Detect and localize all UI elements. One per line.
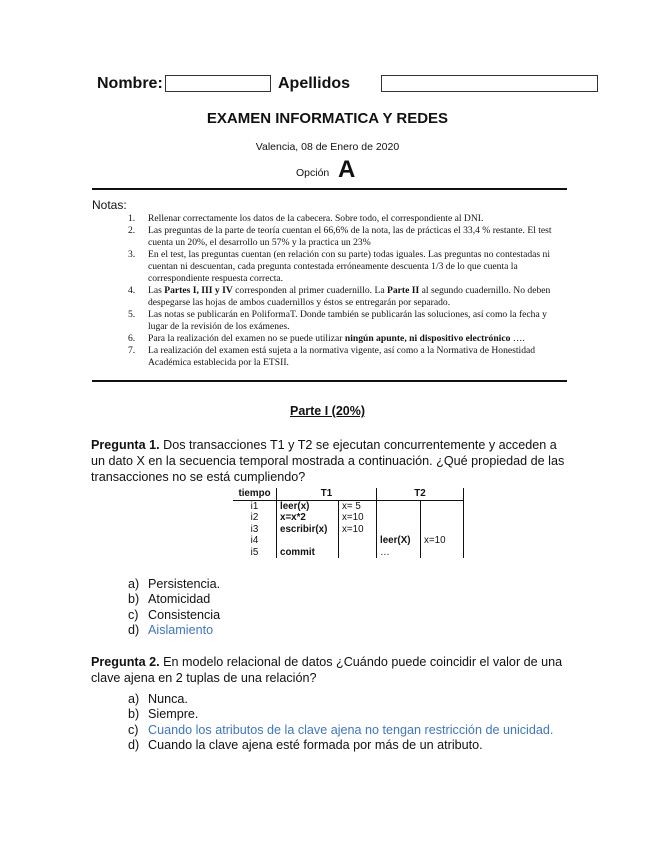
note-item <box>128 345 568 369</box>
answer-letter: a) <box>128 577 140 591</box>
header-t1: T1 <box>277 488 377 500</box>
answer-option[interactable] <box>128 577 220 592</box>
cell-t2-val <box>421 547 464 559</box>
note-text: Las preguntas de la parte de teoría cuentan el 66,6% de la nota, las de prácticas el 33,4 % restante. El test cuenta un 20%, el desarrollo un 57% y la practica un 23% <box>148 225 552 248</box>
apellidos-field[interactable] <box>381 75 598 92</box>
note-number: 3. <box>128 249 136 260</box>
cell-time: i1 <box>233 500 277 512</box>
cell-t2-op <box>377 500 421 512</box>
exam-date: Valencia, 08 de Enero de 2020 <box>255 141 400 153</box>
table-row <box>233 524 464 536</box>
answer-option[interactable] <box>128 738 578 753</box>
table-row <box>233 512 464 524</box>
note-text-part: corresponden al primer cuadernillo. La <box>232 285 388 296</box>
cell-t2-op <box>377 512 421 524</box>
answer-text: Persistencia. <box>148 577 221 591</box>
note-number: 6. <box>128 333 136 344</box>
notes-title: Notas: <box>92 198 127 212</box>
cell-t2-val: x=10 <box>421 535 464 547</box>
table-header-row <box>233 488 464 500</box>
cell-t2-op: leer(X) <box>377 535 421 547</box>
answer-text: Aislamiento <box>148 622 214 637</box>
note-text-part: Las <box>148 285 165 296</box>
note-item <box>128 225 568 249</box>
question-1 <box>91 437 571 485</box>
note-text-part: …. <box>510 333 525 344</box>
cell-time: i3 <box>233 524 277 536</box>
answer-text: Nunca. <box>148 692 188 706</box>
answers-q1 <box>128 577 220 638</box>
answer-letter: c) <box>128 607 139 622</box>
question-label: Pregunta 1. <box>91 438 160 452</box>
answer-text: Consistencia <box>148 607 221 622</box>
answer-text: Cuando los atributos de la clave ajena no tengan restricción de unicidad. <box>148 722 554 737</box>
cell-t1-op: escribir(x) <box>277 524 339 536</box>
cell-t1-val <box>339 535 377 547</box>
nombre-label: Nombre: <box>97 75 163 92</box>
part-title: Parte I (20%) <box>289 404 366 418</box>
cell-t1-op <box>277 535 339 547</box>
note-item <box>128 249 568 285</box>
option-letter: A <box>338 156 356 183</box>
notes-list <box>128 213 568 369</box>
note-number: 5. <box>128 309 136 320</box>
cell-t1-val: x= 5 <box>339 500 377 512</box>
answer-option[interactable] <box>128 692 578 707</box>
nombre-field[interactable] <box>165 75 271 92</box>
cell-time: i4 <box>233 535 277 547</box>
note-text-part: al segundo cuadernillo. No deben despegarse las hojas de ambos cuadernillos y éstos se entregarán por separado. <box>148 285 551 308</box>
question-label: Pregunta 2. <box>91 655 160 669</box>
cell-t1-val: x=10 <box>339 512 377 524</box>
cell-t2-op <box>377 524 421 536</box>
cell-t1-val <box>339 547 377 559</box>
header-t2: T2 <box>377 488 464 500</box>
cell-t1-op: leer(x) <box>277 500 339 512</box>
note-item <box>128 213 568 225</box>
question-text: En modelo relacional de datos ¿Cuándo puede coincidir el valor de una clave ajena en 2 tuplas de una relación? <box>91 655 563 685</box>
note-text-part: Para la realización del examen no se puede utilizar <box>148 333 345 344</box>
cell-t1-val: x=10 <box>339 524 377 536</box>
answer-option[interactable] <box>128 707 578 722</box>
note-number: 1. <box>128 213 136 224</box>
schedule-table <box>233 488 464 558</box>
note-text: La realización del examen está sujeta a la normativa vigente, así como a la Normativa de Honestidad Académica establecida por la ETSII. <box>148 345 536 368</box>
answer-text: Cuando la clave ajena esté formada por más de un atributo. <box>148 737 483 752</box>
note-item <box>128 309 568 333</box>
cell-t1-op: x=x*2 <box>277 512 339 524</box>
option-label: Opción <box>296 167 330 179</box>
cell-time: i2 <box>233 512 277 524</box>
note-number: 2. <box>128 225 136 236</box>
exam-title: EXAMEN INFORMATICA Y REDES <box>206 110 449 127</box>
cell-t2-val <box>421 524 464 536</box>
table-row <box>233 500 464 512</box>
answer-option[interactable] <box>128 608 220 623</box>
answer-letter: c) <box>128 722 139 737</box>
note-item <box>128 285 568 309</box>
answer-option[interactable] <box>128 592 220 607</box>
answers-q2 <box>128 692 578 753</box>
question-text: Dos transacciones T1 y T2 se ejecutan concurrentemente y acceden a un dato X en la secuencia temporal mostrada a continuación. ¿Qué propiedad de las transacciones no se está cumpliendo? <box>91 438 565 484</box>
answer-letter: b) <box>128 592 140 607</box>
apellidos-label: Apellidos <box>278 75 351 92</box>
note-text-bold: Partes I, III y IV <box>164 285 233 296</box>
header-tiempo: tiempo <box>233 488 277 500</box>
note-text: Las notas se publicarán en PoliformaT. Donde también se publicarán las soluciones, así como la fecha y lugar de la revisión de los exámenes. <box>148 309 547 332</box>
cell-t1-op: commit <box>277 547 339 559</box>
cell-t2-val <box>421 512 464 524</box>
question-2 <box>91 654 571 686</box>
cell-t2-val <box>421 500 464 512</box>
answer-letter: b) <box>128 707 140 722</box>
table-row <box>233 547 464 559</box>
answer-text: Atomicidad <box>148 592 211 607</box>
note-text: Rellenar correctamente los datos de la cabecera. Sobre todo, el correspondiente al DNI. <box>148 213 484 224</box>
answer-letter: d) <box>128 737 140 752</box>
top-divider <box>92 188 567 190</box>
answer-text: Siempre. <box>148 707 199 722</box>
note-item <box>128 333 568 345</box>
answer-letter: a) <box>128 692 140 706</box>
bottom-divider <box>92 380 567 382</box>
cell-time: i5 <box>233 547 277 559</box>
answer-option-correct[interactable] <box>128 723 578 738</box>
answer-option-correct[interactable] <box>128 623 220 638</box>
note-text-bold: Parte II <box>387 285 420 296</box>
note-number: 4. <box>128 285 136 296</box>
table-row <box>233 535 464 547</box>
header-row <box>97 74 602 96</box>
note-text: En el test, las preguntas cuentan (en relación con su parte) todas iguales. Las preguntas no contestadas ni cuentan ni descuentan, cada pregunta contestada erróneamente descuenta 1/3 de lo que cuenta la correspondiente respuesta correcta. <box>148 249 551 284</box>
note-number: 7. <box>128 345 136 356</box>
cell-t2-op: … <box>377 547 421 559</box>
answer-letter: d) <box>128 622 140 637</box>
note-text-bold: ningún apunte, ni dispositivo electrónico <box>344 333 511 344</box>
